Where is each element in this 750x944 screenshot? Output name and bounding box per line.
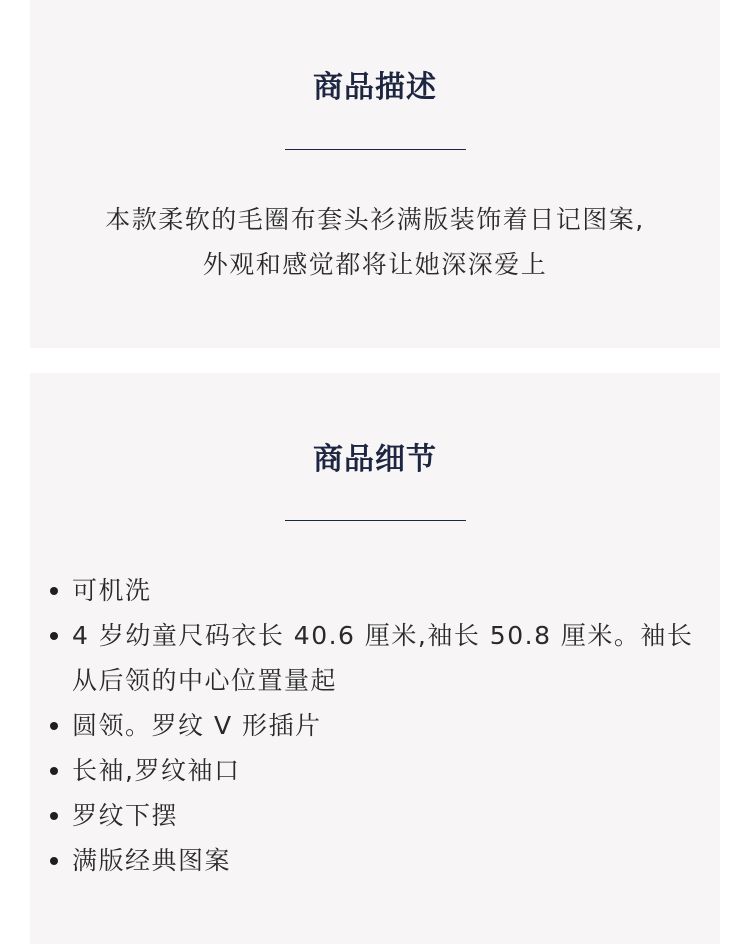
list-item-text: 圆领。罗纹 V 形插片 (72, 711, 322, 740)
list-item (72, 838, 712, 883)
bullet-dot (50, 857, 58, 865)
list-item-text: 4 岁幼童尺码衣长 40.6 厘米,袖长 50.8 厘米。袖长从后领的中心位置量起 (72, 621, 694, 695)
list-item-text: 长袖,罗纹袖口 (72, 756, 241, 785)
product-details-card (30, 373, 720, 944)
list-item (72, 703, 712, 748)
description-line-1: 本款柔软的毛圈布套头衫满版装饰着日记图案, (105, 205, 645, 234)
product-description-card (30, 0, 720, 348)
list-item (72, 748, 712, 793)
bullet-dot (50, 812, 58, 820)
bullet-dot (50, 722, 58, 730)
details-divider (285, 520, 466, 521)
list-item-text: 可机洗 (72, 576, 152, 605)
list-item-text: 满版经典图案 (72, 846, 232, 875)
list-item (72, 613, 712, 703)
bullet-dot (50, 587, 58, 595)
description-divider (285, 149, 466, 150)
description-heading: 商品描述 (313, 70, 437, 105)
bullet-dot (50, 767, 58, 775)
description-line-2: 外观和感觉都将让她深深爱上 (202, 250, 548, 279)
list-item-text: 罗纹下摆 (72, 801, 179, 830)
list-item (72, 568, 712, 613)
details-list (72, 568, 712, 883)
list-item (72, 793, 712, 838)
details-heading: 商品细节 (313, 442, 437, 477)
bullet-dot (50, 632, 58, 640)
description-text (50, 197, 700, 287)
